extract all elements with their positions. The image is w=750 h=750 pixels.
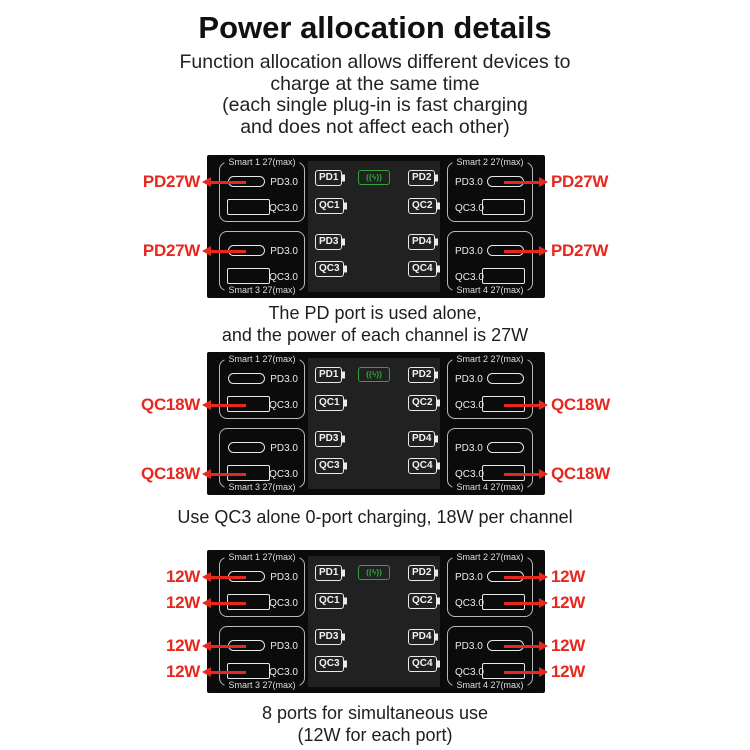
arrow-line [211, 602, 246, 605]
scenario-3-scene [0, 550, 750, 693]
arrow-head-icon [202, 572, 211, 582]
usbc-port-label: PD3.0 [270, 374, 298, 385]
arrow-line [211, 250, 246, 253]
power-value-label: PD27W [142, 241, 200, 260]
arrow-line [211, 181, 246, 184]
power-value-label: QC18W [141, 464, 200, 483]
smart4-zone [447, 231, 533, 295]
power-value-label: QC18W [551, 464, 610, 483]
scenario-2-caption [0, 506, 750, 528]
channel-qc2: QC2 [408, 198, 437, 214]
power-value-label: PD27W [551, 172, 609, 191]
arrow-line [211, 404, 246, 407]
scenario-1-caption [0, 302, 750, 346]
arrow-head-icon [539, 667, 548, 677]
arrow-line [211, 576, 246, 579]
arrow-line [504, 602, 539, 605]
channel-pd3: PD3 [315, 431, 342, 447]
arrow-line [211, 473, 246, 476]
smart1-label: Smart 1 27(max) [224, 157, 299, 168]
power-arrow [504, 241, 610, 261]
power-arrow [504, 464, 610, 484]
usbc-port-label: PD3.0 [270, 177, 298, 188]
channel-qc3: QC3 [315, 656, 344, 672]
arrow-head-icon [202, 177, 211, 187]
usba-port [227, 199, 270, 215]
channel-pd3: PD3 [315, 629, 342, 645]
power-arrow [140, 636, 246, 656]
arrow-head-icon [539, 598, 548, 608]
channel-pd3: PD3 [315, 234, 342, 250]
channel-indicator-block [308, 556, 440, 687]
arrow-head-icon [539, 177, 548, 187]
power-arrow [140, 567, 246, 587]
channel-pd2: PD2 [408, 565, 435, 581]
power-arrow [504, 636, 610, 656]
power-value-label: 12W [165, 593, 200, 612]
power-value-label: QC18W [141, 395, 200, 414]
power-arrow [140, 593, 246, 613]
usba-port-label: QC3.0 [455, 272, 484, 283]
subtitle-line: and does not affect each other) [240, 115, 510, 138]
charger-panel-3 [207, 550, 545, 693]
channel-pd1: PD1 [315, 565, 342, 581]
caption-line: and the power of each channel is 27W [221, 325, 529, 345]
power-value-label: PD27W [551, 241, 609, 260]
usba-port-label: QC3.0 [455, 667, 484, 678]
channel-qc2: QC2 [408, 593, 437, 609]
channel-pd2: PD2 [408, 367, 435, 383]
usbc-port-label: PD3.0 [270, 246, 298, 257]
usba-port-label: QC3.0 [455, 598, 484, 609]
arrow-line [211, 645, 246, 648]
arrow-head-icon [202, 400, 211, 410]
usba-port-label: QC3.0 [269, 272, 298, 283]
charger-panel-2 [207, 352, 545, 495]
usbc-port-label: PD3.0 [270, 572, 298, 583]
channel-qc3: QC3 [315, 261, 344, 277]
power-arrow [140, 395, 246, 415]
arrow-head-icon [539, 246, 548, 256]
power-arrow [140, 464, 246, 484]
usba-port-label: QC3.0 [269, 667, 298, 678]
scenario-3-caption [0, 702, 750, 746]
usba-port-label: QC3.0 [269, 400, 298, 411]
smart3-label: Smart 3 27(max) [224, 482, 299, 493]
power-arrow [504, 172, 610, 192]
smart2-label: Smart 2 27(max) [452, 552, 527, 563]
page-title: Power allocation details [198, 10, 552, 45]
usba-port [482, 268, 525, 284]
channel-pd2: PD2 [408, 170, 435, 186]
power-value-label: PD27W [142, 172, 200, 191]
wireless-charging-icon: ((ϟ)) [358, 367, 390, 382]
usba-port [482, 199, 525, 215]
channel-pd4: PD4 [408, 234, 435, 250]
power-value-label: 12W [165, 636, 200, 655]
usba-port-label: QC3.0 [455, 203, 484, 214]
channel-pd1: PD1 [315, 170, 342, 186]
arrow-line [504, 576, 539, 579]
usbc-port-label: PD3.0 [455, 177, 483, 188]
smart2-label: Smart 2 27(max) [452, 157, 527, 168]
power-value-label: 12W [551, 636, 586, 655]
usbc-port-label: PD3.0 [455, 443, 483, 454]
usbc-port-label: PD3.0 [455, 641, 483, 652]
channel-qc2: QC2 [408, 395, 437, 411]
smart3-label: Smart 3 27(max) [224, 680, 299, 691]
arrow-head-icon [539, 572, 548, 582]
usbc-port [487, 373, 524, 384]
arrow-head-icon [539, 469, 548, 479]
channel-qc1: QC1 [315, 593, 344, 609]
channel-pd4: PD4 [408, 431, 435, 447]
arrow-line [504, 250, 539, 253]
wireless-charging-icon: ((ϟ)) [358, 170, 390, 185]
wireless-charging-icon: ((ϟ)) [358, 565, 390, 580]
scenario-1-scene [0, 155, 750, 298]
usbc-port-label: PD3.0 [270, 641, 298, 652]
power-value-label: 12W [551, 567, 586, 586]
channel-qc4: QC4 [408, 261, 437, 277]
arrow-line [211, 671, 246, 674]
smart1-zone [219, 157, 305, 222]
power-arrow [140, 662, 246, 682]
charger-panel-1 [207, 155, 545, 298]
arrow-line [504, 671, 539, 674]
smart3-zone [219, 231, 305, 295]
usba-port-label: QC3.0 [455, 469, 484, 480]
smart4-label: Smart 4 27(max) [452, 680, 527, 691]
channel-indicator-block [308, 358, 440, 489]
smart4-label: Smart 4 27(max) [452, 285, 527, 296]
channel-pd4: PD4 [408, 629, 435, 645]
arrow-head-icon [202, 667, 211, 677]
subtitle-line: Function allocation allows different devices to [179, 51, 571, 73]
caption-line: The PD port is used alone, [268, 303, 482, 323]
caption-line: (12W for each port) [297, 725, 453, 745]
channel-qc3: QC3 [315, 458, 344, 474]
power-arrow [504, 567, 610, 587]
arrow-line [504, 404, 539, 407]
usba-port-label: QC3.0 [455, 400, 484, 411]
caption-line: 8 ports for simultaneous use [261, 703, 489, 723]
smart2-zone [447, 157, 533, 222]
arrow-head-icon [202, 641, 211, 651]
scenario-2-scene [0, 352, 750, 495]
smart1-label: Smart 1 27(max) [224, 552, 299, 563]
usbc-port-label: PD3.0 [455, 374, 483, 385]
arrow-line [504, 181, 539, 184]
smart4-label: Smart 4 27(max) [452, 482, 527, 493]
channel-qc4: QC4 [408, 656, 437, 672]
usba-port-label: QC3.0 [269, 598, 298, 609]
smart1-label: Smart 1 27(max) [224, 354, 299, 365]
subtitle-line: (each single plug-in is fast charging [222, 94, 528, 116]
usba-port-label: QC3.0 [269, 469, 298, 480]
smart2-label: Smart 2 27(max) [452, 354, 527, 365]
arrow-head-icon [202, 598, 211, 608]
power-arrow [140, 172, 246, 192]
usbc-port-label: PD3.0 [455, 572, 483, 583]
subtitle-line: charge at the same time [270, 72, 480, 95]
power-value-label: 12W [165, 567, 200, 586]
usbc-port [487, 442, 524, 453]
smart3-label: Smart 3 27(max) [224, 285, 299, 296]
usba-port [227, 268, 270, 284]
power-arrow [504, 395, 610, 415]
channel-qc1: QC1 [315, 395, 344, 411]
arrow-head-icon [202, 246, 211, 256]
page-subtitle [0, 52, 750, 138]
power-value-label: 12W [165, 662, 200, 681]
channel-pd1: PD1 [315, 367, 342, 383]
channel-indicator-block [308, 161, 440, 292]
power-arrow [504, 593, 610, 613]
usba-port-label: QC3.0 [269, 203, 298, 214]
usbc-port [228, 373, 265, 384]
arrow-line [504, 645, 539, 648]
power-value-label: 12W [551, 662, 586, 681]
power-arrow [140, 241, 246, 261]
usbc-port-label: PD3.0 [270, 443, 298, 454]
arrow-head-icon [539, 641, 548, 651]
power-value-label: QC18W [551, 395, 610, 414]
caption-line: Use QC3 alone 0-port charging, 18W per channel [177, 507, 573, 527]
power-value-label: 12W [551, 593, 586, 612]
arrow-head-icon [539, 400, 548, 410]
channel-qc1: QC1 [315, 198, 344, 214]
channel-qc4: QC4 [408, 458, 437, 474]
arrow-head-icon [202, 469, 211, 479]
usbc-port-label: PD3.0 [455, 246, 483, 257]
arrow-line [504, 473, 539, 476]
power-arrow [504, 662, 610, 682]
usbc-port [228, 442, 265, 453]
